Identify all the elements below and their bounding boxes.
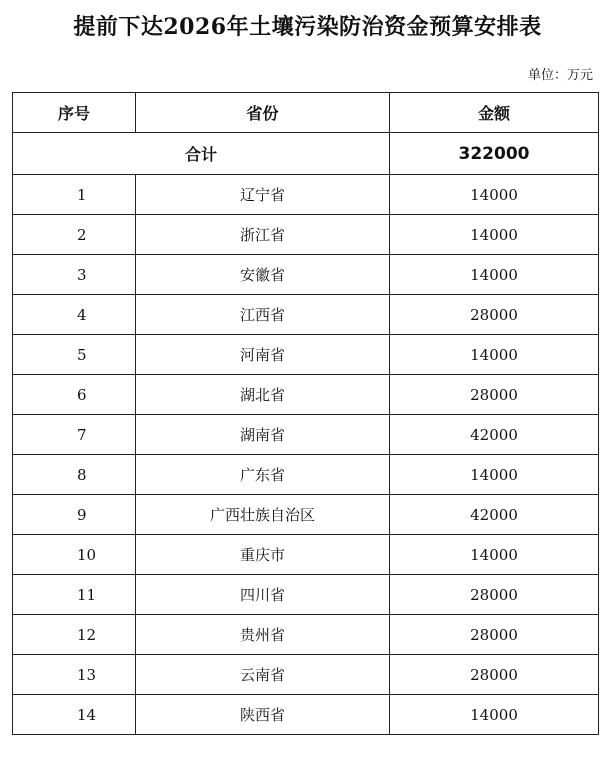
amount-cell: 28000: [390, 615, 599, 655]
row-number-cell: 11: [13, 575, 136, 615]
amount-cell: 14000: [390, 695, 599, 735]
total-row: [13, 133, 599, 175]
province-cell: 广东省: [136, 455, 390, 495]
table-row: [13, 455, 599, 495]
row-number-cell: 2: [13, 215, 136, 255]
amount-cell: 14000: [390, 175, 599, 215]
amount-cell: 14000: [390, 335, 599, 375]
table-row: [13, 175, 599, 215]
amount-cell: 28000: [390, 375, 599, 415]
amount-cell: 42000: [390, 495, 599, 535]
row-number-cell: 10: [13, 535, 136, 575]
budget-table: [12, 92, 599, 735]
header-row: [13, 93, 599, 133]
province-cell: 重庆市: [136, 535, 390, 575]
total-label: 合计: [13, 133, 390, 175]
amount-cell: 14000: [390, 455, 599, 495]
amount-cell: 42000: [390, 415, 599, 455]
row-number-cell: 14: [13, 695, 136, 735]
province-cell: 湖南省: [136, 415, 390, 455]
table-row: [13, 375, 599, 415]
table-row: [13, 575, 599, 615]
province-cell: 河南省: [136, 335, 390, 375]
table-row: [13, 215, 599, 255]
table-row: [13, 335, 599, 375]
province-cell: 江西省: [136, 295, 390, 335]
province-cell: 安徽省: [136, 255, 390, 295]
table-row: [13, 695, 599, 735]
row-number-cell: 7: [13, 415, 136, 455]
row-number-cell: 9: [13, 495, 136, 535]
province-cell: 湖北省: [136, 375, 390, 415]
row-number-cell: 13: [13, 655, 136, 695]
row-number-cell: 12: [13, 615, 136, 655]
province-cell: 辽宁省: [136, 175, 390, 215]
amount-cell: 14000: [390, 215, 599, 255]
amount-cell: 14000: [390, 255, 599, 295]
row-number-cell: 8: [13, 455, 136, 495]
province-cell: 陕西省: [136, 695, 390, 735]
province-cell: 贵州省: [136, 615, 390, 655]
header-number: 序号: [13, 93, 136, 133]
table-row: [13, 615, 599, 655]
amount-cell: 28000: [390, 575, 599, 615]
table-row: [13, 255, 599, 295]
province-cell: 浙江省: [136, 215, 390, 255]
row-number-cell: 6: [13, 375, 136, 415]
row-number-cell: 4: [13, 295, 136, 335]
province-cell: 四川省: [136, 575, 390, 615]
unit-label: 单位：万元: [527, 68, 593, 83]
table-row: [13, 535, 599, 575]
total-value: 322000: [390, 133, 599, 175]
row-number-cell: 1: [13, 175, 136, 215]
document-title: 提前下达2026年土壤污染防治资金预算安排表: [73, 14, 542, 40]
table-row: [13, 655, 599, 695]
table-body: [13, 133, 599, 735]
amount-cell: 14000: [390, 535, 599, 575]
table-row: [13, 295, 599, 335]
amount-cell: 28000: [390, 655, 599, 695]
row-number-cell: 3: [13, 255, 136, 295]
table-row: [13, 415, 599, 455]
province-cell: 广西壮族自治区: [136, 495, 390, 535]
table-row: [13, 495, 599, 535]
amount-cell: 28000: [390, 295, 599, 335]
province-cell: 云南省: [136, 655, 390, 695]
header-amount: 金额: [390, 93, 599, 133]
row-number-cell: 5: [13, 335, 136, 375]
header-province: 省份: [136, 93, 390, 133]
